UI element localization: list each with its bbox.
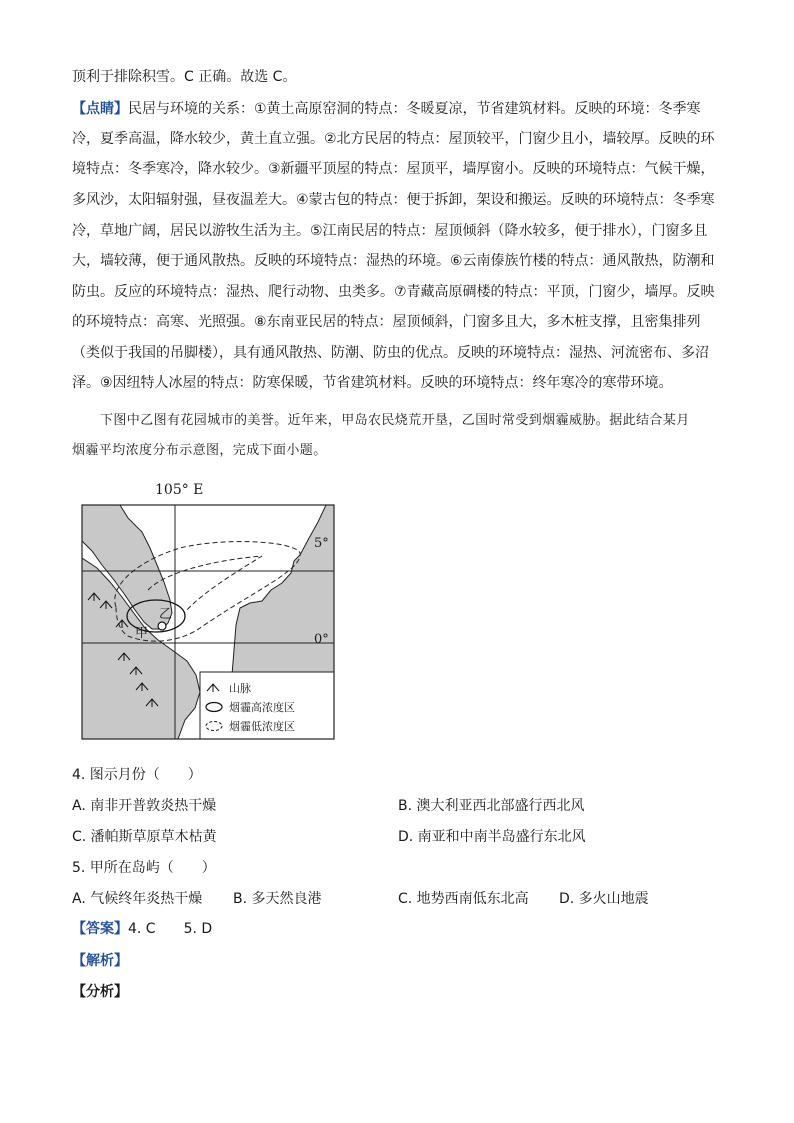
city-yi-marker: [158, 622, 166, 630]
q5-option-b[interactable]: B. 多天然良港: [233, 891, 322, 907]
point-label: 【点睛】: [72, 101, 128, 117]
answer-text: 4. C 5. D: [128, 921, 213, 937]
q4-option-c[interactable]: C. 潘帕斯草原草木枯黄: [72, 829, 217, 845]
legend-mountain-label: 山脉: [229, 682, 251, 695]
legend-high-label: 烟霾高浓度区: [229, 701, 295, 714]
breakdown-label: 【分析】: [72, 984, 128, 1000]
breakdown-line: [72, 983, 128, 1001]
latitude-0-label: 0°: [314, 632, 329, 647]
paragraph-line: 防虫。反应的环境特点：湿热、爬行动物、虫类多。⑦青藏高原碉楼的特点：平顶，门窗少，墙厚。反映: [72, 284, 715, 300]
longitude-label: 105° E: [155, 482, 204, 498]
paragraph-line: 顶利于排除积雪。C 正确。故选 C。: [72, 69, 297, 85]
q4-option-d[interactable]: D. 南亚和中南半岛盛行东北风: [398, 829, 586, 845]
place-jia-label: 甲: [135, 626, 149, 641]
analysis-line: [72, 952, 128, 970]
map-body: [82, 505, 334, 739]
q5-option-a[interactable]: A. 气候终年炎热干燥: [72, 891, 203, 907]
paragraph-line: 冷，夏季高温，降水较少，黄土直立强。②北方民居的特点：屋顶较平，门窗少且小，墙较厚。反映的环: [72, 131, 715, 147]
place-yi-label: 乙: [159, 607, 173, 622]
answer-label: 【答案】: [72, 921, 128, 937]
question-4-stem: 4. 图示月份（ ）: [72, 767, 202, 783]
paragraph-line: 大，墙较薄，便于通风散热。反映的环境特点：湿热的环境。⑥云南傣族竹楼的特点：通风散热，防潮和: [72, 253, 715, 269]
paragraph-line: （类似于我国的吊脚楼），具有通风散热、防潮、防虫的优点。反映的环境特点：湿热、河流密布、多沼: [72, 345, 709, 361]
legend-low-label: 烟霾低浓度区: [229, 720, 295, 733]
q5-option-d[interactable]: D. 多火山地震: [559, 891, 649, 907]
paragraph-line: 多风沙，太阳辐射强，昼夜温差大。④蒙古包的特点：便于拆卸，架设和搬运。反映的环境特点：冬季寒: [72, 192, 715, 208]
paragraph-line: 的环境特点：高寒、光照强。⑧东南亚民居的特点：屋顶倾斜，门窗多且大，多木桩支撑，且密集排列: [72, 314, 701, 330]
answer-line: [72, 920, 212, 938]
paragraph-line: 冷，草地广阔，居民以游牧生活为主。⑤江南民居的特点：屋顶倾斜（降水较多，便于排水），门窗多且: [72, 223, 708, 239]
question-5-stem: 5. 甲所在岛屿（ ）: [72, 860, 216, 876]
intro-line: 下图中乙图有花园城市的美誉。近年来，甲岛农民烧荒开垦，乙国时常受到烟霾威胁。据此结合某月: [100, 413, 690, 428]
intro-line: 烟霾平均浓度分布示意图，完成下面小题。: [72, 443, 327, 458]
paragraph-line: 泽。⑨因纽特人冰屋的特点：防寒保暖，节省建筑材料。反映的环境特点：终年寒冷的寒带环境。: [72, 375, 673, 391]
q4-option-a[interactable]: A. 南非开普敦炎热干燥: [72, 798, 217, 814]
latitude-5-label: 5°: [314, 536, 329, 551]
paragraph-line: 民居与环境的关系：①黄土高原窑洞的特点：冬暖夏凉，节省建筑材料。反映的环境：冬季寒: [128, 101, 701, 117]
q4-option-b[interactable]: B. 澳大利亚西北部盛行西北风: [398, 798, 585, 814]
paragraph-line: 境特点：冬季寒冷，降水较少。③新疆平顶屋的特点：屋顶平，墙厚窗小。反映的环境特点：气候干燥，: [72, 161, 715, 177]
q5-option-c[interactable]: C. 地势西南低东北高: [398, 891, 529, 907]
analysis-label: 【解析】: [72, 953, 128, 969]
